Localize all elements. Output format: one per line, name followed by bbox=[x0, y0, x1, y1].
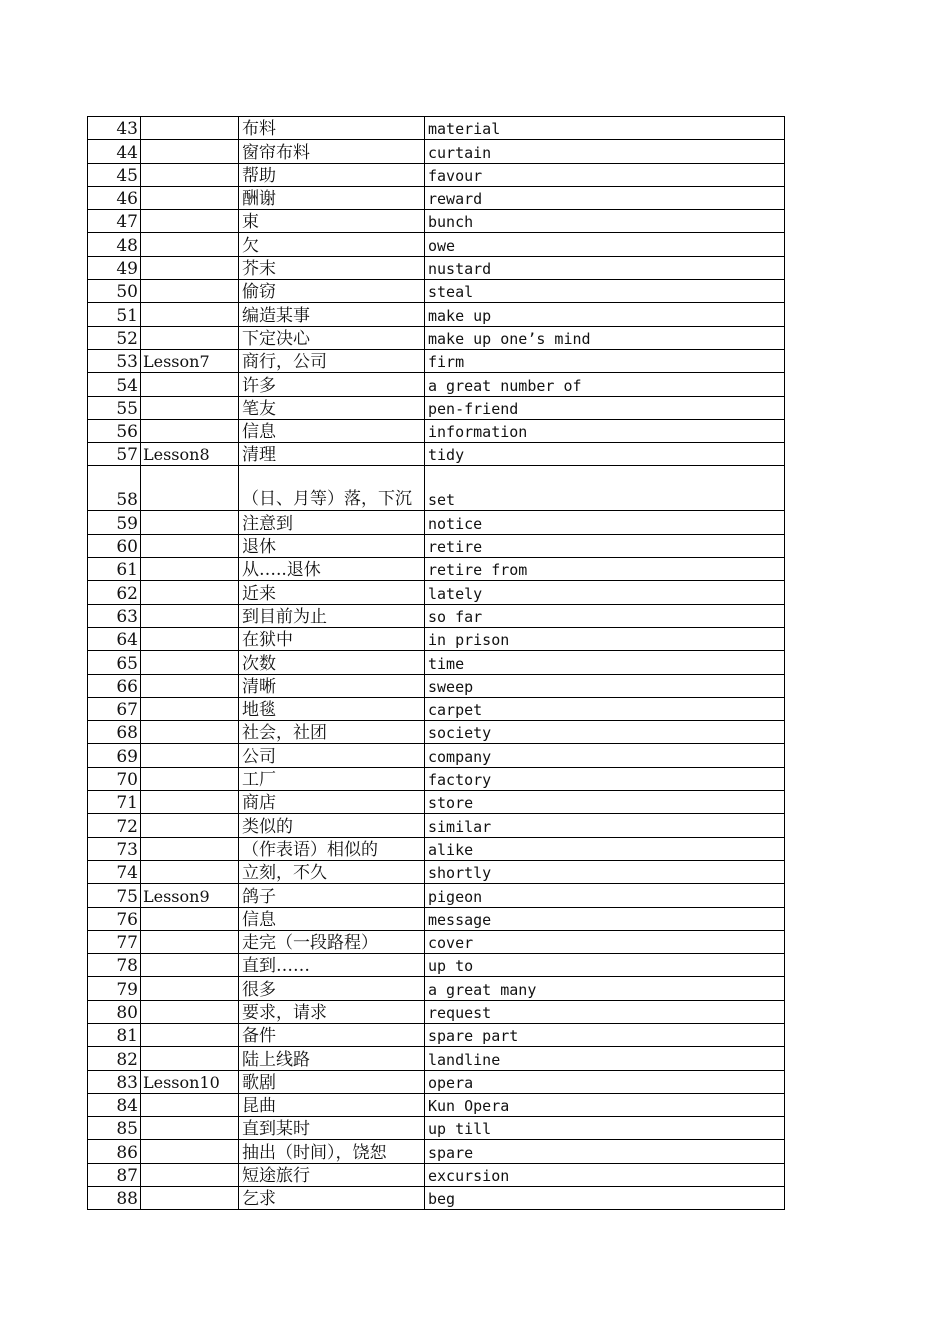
table-row bbox=[88, 558, 785, 581]
table-row bbox=[88, 1117, 785, 1140]
row-number: 54 bbox=[88, 373, 141, 396]
vocabulary-table bbox=[87, 116, 785, 1210]
chinese-term: 退休 bbox=[239, 534, 425, 557]
chinese-term: 陆上线路 bbox=[239, 1047, 425, 1070]
lesson-label bbox=[141, 210, 239, 233]
table-row bbox=[88, 744, 785, 767]
chinese-term: 信息 bbox=[239, 419, 425, 442]
chinese-term: 要求，请求 bbox=[239, 1000, 425, 1023]
table-row bbox=[88, 977, 785, 1000]
chinese-term: 欠 bbox=[239, 233, 425, 256]
lesson-label bbox=[141, 558, 239, 581]
chinese-term: 类似的 bbox=[239, 814, 425, 837]
chinese-term: 到目前为止 bbox=[239, 604, 425, 627]
english-term: favour bbox=[425, 163, 785, 186]
english-term: steal bbox=[425, 280, 785, 303]
table-row bbox=[88, 233, 785, 256]
english-term: company bbox=[425, 744, 785, 767]
lesson-label bbox=[141, 163, 239, 186]
row-number: 63 bbox=[88, 604, 141, 627]
lesson-label bbox=[141, 837, 239, 860]
english-term: pigeon bbox=[425, 884, 785, 907]
english-term: excursion bbox=[425, 1163, 785, 1186]
lesson-label bbox=[141, 581, 239, 604]
lesson-label bbox=[141, 744, 239, 767]
english-term: shortly bbox=[425, 860, 785, 883]
english-term: carpet bbox=[425, 697, 785, 720]
table-row bbox=[88, 1093, 785, 1116]
lesson-label bbox=[141, 326, 239, 349]
table-row bbox=[88, 721, 785, 744]
english-term: society bbox=[425, 721, 785, 744]
lesson-label: Lesson10 bbox=[141, 1070, 239, 1093]
row-number: 86 bbox=[88, 1140, 141, 1163]
row-number: 45 bbox=[88, 163, 141, 186]
row-number: 77 bbox=[88, 930, 141, 953]
chinese-term: 芥末 bbox=[239, 256, 425, 279]
row-number: 46 bbox=[88, 186, 141, 209]
table-row bbox=[88, 1023, 785, 1046]
table-row bbox=[88, 534, 785, 557]
chinese-term: 在狱中 bbox=[239, 627, 425, 650]
row-number: 79 bbox=[88, 977, 141, 1000]
lesson-label bbox=[141, 186, 239, 209]
chinese-term: 酬谢 bbox=[239, 186, 425, 209]
table-row bbox=[88, 1070, 785, 1093]
chinese-term: 笔友 bbox=[239, 396, 425, 419]
lesson-label bbox=[141, 534, 239, 557]
row-number: 68 bbox=[88, 721, 141, 744]
row-number: 87 bbox=[88, 1163, 141, 1186]
table-row bbox=[88, 186, 785, 209]
table-row bbox=[88, 860, 785, 883]
row-number: 60 bbox=[88, 534, 141, 557]
english-term: retire bbox=[425, 534, 785, 557]
row-number: 61 bbox=[88, 558, 141, 581]
row-number: 71 bbox=[88, 791, 141, 814]
lesson-label bbox=[141, 1187, 239, 1210]
chinese-term: 信息 bbox=[239, 907, 425, 930]
table-row bbox=[88, 466, 785, 511]
lesson-label bbox=[141, 117, 239, 140]
english-term: spare part bbox=[425, 1023, 785, 1046]
row-number: 81 bbox=[88, 1023, 141, 1046]
chinese-term: 工厂 bbox=[239, 767, 425, 790]
english-term: make up bbox=[425, 303, 785, 326]
table-row bbox=[88, 280, 785, 303]
table-row bbox=[88, 581, 785, 604]
english-term: opera bbox=[425, 1070, 785, 1093]
table-row bbox=[88, 117, 785, 140]
vocabulary-table-body bbox=[88, 117, 785, 1210]
table-row bbox=[88, 884, 785, 907]
table-row bbox=[88, 604, 785, 627]
lesson-label bbox=[141, 1023, 239, 1046]
english-term: bunch bbox=[425, 210, 785, 233]
lesson-label bbox=[141, 907, 239, 930]
english-term: up to bbox=[425, 954, 785, 977]
table-row bbox=[88, 373, 785, 396]
chinese-term: （日、月等）落，下沉 bbox=[239, 466, 425, 511]
english-term: make up one’s mind bbox=[425, 326, 785, 349]
lesson-label bbox=[141, 396, 239, 419]
chinese-term: （作表语）相似的 bbox=[239, 837, 425, 860]
table-row bbox=[88, 256, 785, 279]
lesson-label bbox=[141, 1093, 239, 1116]
chinese-term: 备件 bbox=[239, 1023, 425, 1046]
chinese-term: 窗帘布料 bbox=[239, 140, 425, 163]
lesson-label bbox=[141, 697, 239, 720]
lesson-label: Lesson7 bbox=[141, 349, 239, 372]
english-term: Kun Opera bbox=[425, 1093, 785, 1116]
row-number: 85 bbox=[88, 1117, 141, 1140]
row-number: 74 bbox=[88, 860, 141, 883]
lesson-label bbox=[141, 419, 239, 442]
table-row bbox=[88, 511, 785, 534]
row-number: 48 bbox=[88, 233, 141, 256]
table-row bbox=[88, 1163, 785, 1186]
row-number: 47 bbox=[88, 210, 141, 233]
chinese-term: 许多 bbox=[239, 373, 425, 396]
row-number: 73 bbox=[88, 837, 141, 860]
english-term: a great number of bbox=[425, 373, 785, 396]
table-row bbox=[88, 627, 785, 650]
lesson-label bbox=[141, 466, 239, 511]
chinese-term: 社会，社团 bbox=[239, 721, 425, 744]
english-term: alike bbox=[425, 837, 785, 860]
table-row bbox=[88, 1187, 785, 1210]
chinese-term: 昆曲 bbox=[239, 1093, 425, 1116]
row-number: 64 bbox=[88, 627, 141, 650]
lesson-label bbox=[141, 1117, 239, 1140]
row-number: 88 bbox=[88, 1187, 141, 1210]
chinese-term: 直到…… bbox=[239, 954, 425, 977]
table-row bbox=[88, 419, 785, 442]
row-number: 56 bbox=[88, 419, 141, 442]
row-number: 43 bbox=[88, 117, 141, 140]
row-number: 66 bbox=[88, 674, 141, 697]
row-number: 69 bbox=[88, 744, 141, 767]
row-number: 82 bbox=[88, 1047, 141, 1070]
english-term: sweep bbox=[425, 674, 785, 697]
chinese-term: 下定决心 bbox=[239, 326, 425, 349]
row-number: 84 bbox=[88, 1093, 141, 1116]
chinese-term: 走完（一段路程） bbox=[239, 930, 425, 953]
english-term: notice bbox=[425, 511, 785, 534]
table-row bbox=[88, 651, 785, 674]
chinese-term: 注意到 bbox=[239, 511, 425, 534]
lesson-label bbox=[141, 977, 239, 1000]
english-term: in prison bbox=[425, 627, 785, 650]
row-number: 50 bbox=[88, 280, 141, 303]
english-term: set bbox=[425, 466, 785, 511]
row-number: 55 bbox=[88, 396, 141, 419]
table-row bbox=[88, 326, 785, 349]
english-term: landline bbox=[425, 1047, 785, 1070]
english-term: store bbox=[425, 791, 785, 814]
chinese-term: 布料 bbox=[239, 117, 425, 140]
table-row bbox=[88, 954, 785, 977]
table-row bbox=[88, 837, 785, 860]
row-number: 70 bbox=[88, 767, 141, 790]
chinese-term: 近来 bbox=[239, 581, 425, 604]
lesson-label bbox=[141, 511, 239, 534]
english-term: up till bbox=[425, 1117, 785, 1140]
chinese-term: 直到某时 bbox=[239, 1117, 425, 1140]
chinese-term: 编造某事 bbox=[239, 303, 425, 326]
table-row bbox=[88, 930, 785, 953]
table-row bbox=[88, 1140, 785, 1163]
chinese-term: 商店 bbox=[239, 791, 425, 814]
table-row bbox=[88, 791, 785, 814]
table-row bbox=[88, 907, 785, 930]
row-number: 67 bbox=[88, 697, 141, 720]
chinese-term: 从…..退休 bbox=[239, 558, 425, 581]
lesson-label bbox=[141, 954, 239, 977]
table-row bbox=[88, 443, 785, 466]
row-number: 44 bbox=[88, 140, 141, 163]
table-row bbox=[88, 140, 785, 163]
row-number: 57 bbox=[88, 443, 141, 466]
chinese-term: 歌剧 bbox=[239, 1070, 425, 1093]
lesson-label bbox=[141, 1047, 239, 1070]
english-term: beg bbox=[425, 1187, 785, 1210]
english-term: factory bbox=[425, 767, 785, 790]
english-term: similar bbox=[425, 814, 785, 837]
row-number: 80 bbox=[88, 1000, 141, 1023]
lesson-label bbox=[141, 814, 239, 837]
english-term: tidy bbox=[425, 443, 785, 466]
english-term: cover bbox=[425, 930, 785, 953]
lesson-label bbox=[141, 791, 239, 814]
chinese-term: 公司 bbox=[239, 744, 425, 767]
lesson-label bbox=[141, 604, 239, 627]
chinese-term: 立刻，不久 bbox=[239, 860, 425, 883]
chinese-term: 地毯 bbox=[239, 697, 425, 720]
english-term: request bbox=[425, 1000, 785, 1023]
chinese-term: 偷窃 bbox=[239, 280, 425, 303]
table-row bbox=[88, 1000, 785, 1023]
lesson-label bbox=[141, 721, 239, 744]
table-row bbox=[88, 674, 785, 697]
lesson-label bbox=[141, 303, 239, 326]
lesson-label bbox=[141, 280, 239, 303]
chinese-term: 抽出（时间），饶恕 bbox=[239, 1140, 425, 1163]
table-row bbox=[88, 349, 785, 372]
table-row bbox=[88, 210, 785, 233]
row-number: 72 bbox=[88, 814, 141, 837]
lesson-label bbox=[141, 674, 239, 697]
english-term: lately bbox=[425, 581, 785, 604]
english-term: so far bbox=[425, 604, 785, 627]
row-number: 51 bbox=[88, 303, 141, 326]
english-term: information bbox=[425, 419, 785, 442]
english-term: time bbox=[425, 651, 785, 674]
table-row bbox=[88, 697, 785, 720]
english-term: firm bbox=[425, 349, 785, 372]
chinese-term: 清晰 bbox=[239, 674, 425, 697]
table-row bbox=[88, 814, 785, 837]
chinese-term: 乞求 bbox=[239, 1187, 425, 1210]
row-number: 49 bbox=[88, 256, 141, 279]
chinese-term: 鸽子 bbox=[239, 884, 425, 907]
lesson-label bbox=[141, 930, 239, 953]
english-term: reward bbox=[425, 186, 785, 209]
table-row bbox=[88, 396, 785, 419]
lesson-label bbox=[141, 860, 239, 883]
lesson-label bbox=[141, 1140, 239, 1163]
row-number: 75 bbox=[88, 884, 141, 907]
english-term: curtain bbox=[425, 140, 785, 163]
row-number: 58 bbox=[88, 466, 141, 511]
table-row bbox=[88, 163, 785, 186]
chinese-term: 很多 bbox=[239, 977, 425, 1000]
row-number: 76 bbox=[88, 907, 141, 930]
lesson-label bbox=[141, 233, 239, 256]
english-term: material bbox=[425, 117, 785, 140]
english-term: message bbox=[425, 907, 785, 930]
table-row bbox=[88, 1047, 785, 1070]
row-number: 53 bbox=[88, 349, 141, 372]
lesson-label bbox=[141, 140, 239, 163]
row-number: 59 bbox=[88, 511, 141, 534]
table-row bbox=[88, 303, 785, 326]
lesson-label bbox=[141, 651, 239, 674]
lesson-label bbox=[141, 767, 239, 790]
row-number: 62 bbox=[88, 581, 141, 604]
row-number: 52 bbox=[88, 326, 141, 349]
chinese-term: 束 bbox=[239, 210, 425, 233]
chinese-term: 短途旅行 bbox=[239, 1163, 425, 1186]
chinese-term: 清理 bbox=[239, 443, 425, 466]
lesson-label bbox=[141, 1163, 239, 1186]
table-row bbox=[88, 767, 785, 790]
lesson-label bbox=[141, 1000, 239, 1023]
english-term: owe bbox=[425, 233, 785, 256]
row-number: 78 bbox=[88, 954, 141, 977]
lesson-label bbox=[141, 627, 239, 650]
english-term: nustard bbox=[425, 256, 785, 279]
english-term: pen-friend bbox=[425, 396, 785, 419]
lesson-label: Lesson8 bbox=[141, 443, 239, 466]
lesson-label bbox=[141, 256, 239, 279]
english-term: spare bbox=[425, 1140, 785, 1163]
chinese-term: 次数 bbox=[239, 651, 425, 674]
row-number: 65 bbox=[88, 651, 141, 674]
chinese-term: 商行，公司 bbox=[239, 349, 425, 372]
chinese-term: 帮助 bbox=[239, 163, 425, 186]
lesson-label: Lesson9 bbox=[141, 884, 239, 907]
lesson-label bbox=[141, 373, 239, 396]
english-term: retire from bbox=[425, 558, 785, 581]
english-term: a great many bbox=[425, 977, 785, 1000]
row-number: 83 bbox=[88, 1070, 141, 1093]
